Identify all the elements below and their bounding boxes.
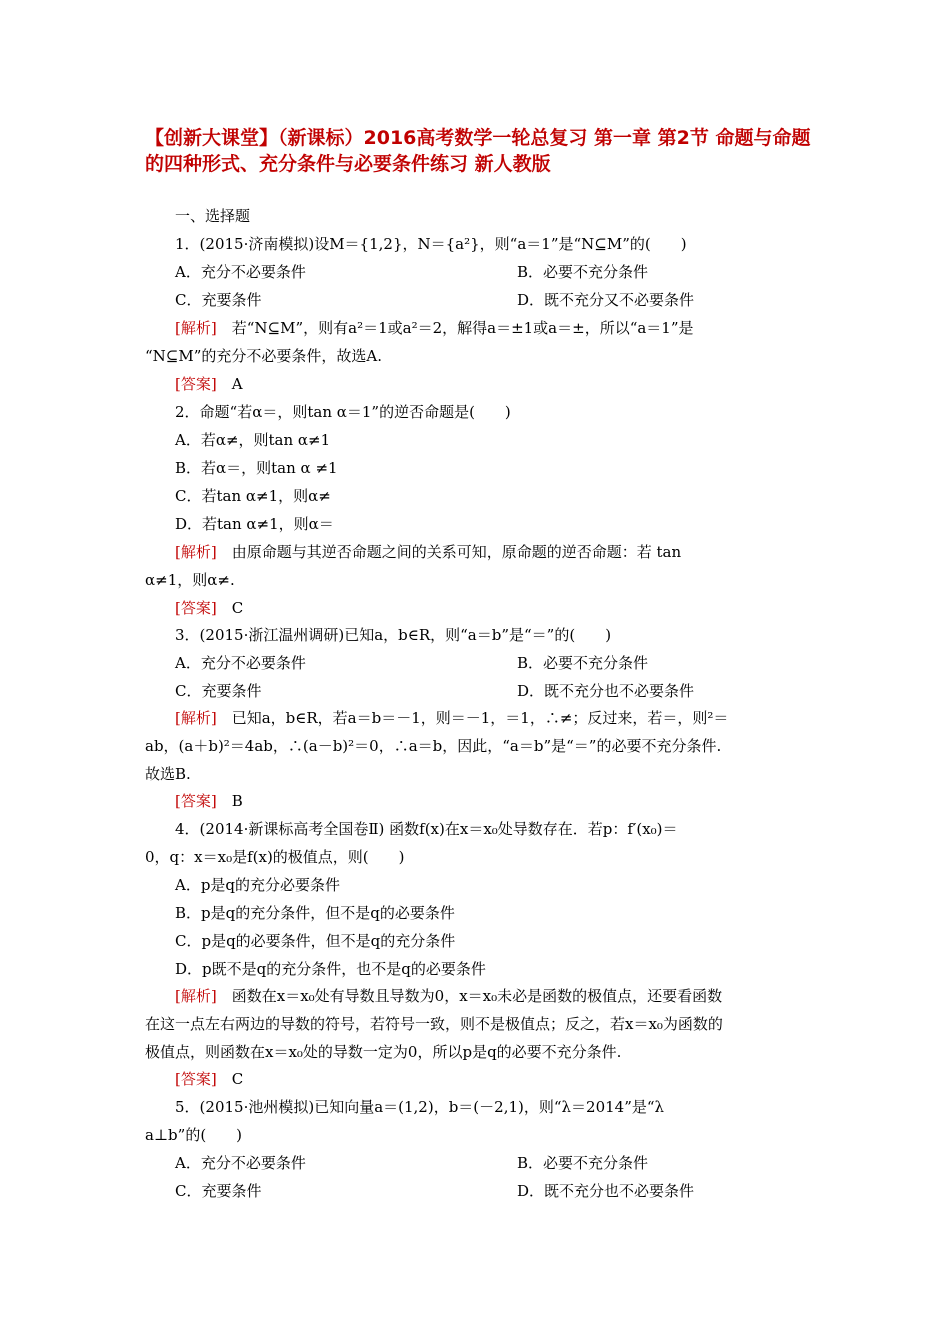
question-1-option-a: A．充分不必要条件: [175, 263, 306, 281]
question-2-answer: [175, 598, 845, 618]
question-5-option-b: B．必要不充分条件: [517, 1154, 649, 1172]
question-3-option-a: A．充分不必要条件: [175, 654, 306, 672]
answer-tag: [答案]: [175, 375, 217, 393]
question-4-option-c: C．p是q的必要条件，但不是q的充分条件: [175, 932, 456, 950]
analysis-text: 函数在x＝x₀处有导数且导数为0，x＝x₀未必是函数的极值点，还要看函数: [231, 987, 723, 1005]
question-3-analysis: [175, 708, 845, 728]
analysis-text: 若“N⊆M”，则有a²＝1或a²＝2，解得a＝±1或a＝±，所以“a＝1”是: [231, 319, 694, 337]
question-3-option-b: B．必要不充分条件: [517, 654, 649, 672]
document-title: 【创新大课堂】（新课标）2016高考数学一轮总复习 第一章 第2节 命题与命题的四种形式、充分条件与必要条件练习 新人教版: [145, 127, 811, 175]
question-5-stem: 5．(2015·池州模拟)已知向量a＝(1,2)，b＝(－2,1)，则“λ＝2014”是“λ: [175, 1098, 665, 1116]
question-1-stem: 1．(2015·济南模拟)设M＝{1,2}，N＝{a²}，则“a＝1”是“N⊆M”的( ): [175, 235, 687, 253]
question-3-analysis-cont-2: 故选B.: [145, 765, 191, 783]
question-5-option-a: A．充分不必要条件: [175, 1154, 306, 1172]
analysis-text: 由原命题与其逆否命题之间的关系可知，原命题的逆否命题：若 tan: [231, 543, 682, 561]
question-2-option-a: A．若α≠，则tan α≠1: [175, 431, 331, 449]
question-3-stem: 3．(2015·浙江温州调研)已知a，b∈R，则“a＝b”是“＝”的( ): [175, 626, 612, 644]
analysis-tag: [解析]: [175, 987, 217, 1005]
question-2-option-c: C．若tan α≠1，则α≠: [175, 487, 331, 505]
question-2-option-b: B．若α＝，则tan α ≠1: [175, 459, 338, 477]
question-4-option-b: B．p是q的充分条件，但不是q的必要条件: [175, 904, 455, 922]
answer-value: C: [231, 1070, 244, 1088]
question-4-option-a: A．p是q的充分必要条件: [175, 876, 341, 894]
question-4-stem-cont: 0，q：x＝x₀是f(x)的极值点，则( ): [145, 848, 405, 866]
question-2-analysis-cont: α≠1，则α≠.: [145, 571, 235, 589]
question-1-option-c: C．充要条件: [175, 291, 262, 309]
question-2-analysis: [175, 542, 845, 562]
question-2-stem: 2．命题“若α＝，则tan α＝1”的逆否命题是( ): [175, 403, 511, 421]
analysis-text: 已知a，b∈R，若a＝b＝－1，则＝－1，＝1，∴≠；反过来，若＝，则²＝: [231, 709, 729, 727]
question-1-option-d: D．既不充分又不必要条件: [517, 291, 695, 309]
question-4-analysis: [175, 986, 845, 1006]
question-1-analysis: [175, 318, 845, 338]
answer-value: C: [231, 599, 244, 617]
question-4-stem: 4．(2014·新课标高考全国卷Ⅱ) 函数f(x)在x＝x₀处导数存在．若p：f′(x₀)＝: [175, 820, 678, 838]
analysis-tag: [解析]: [175, 709, 217, 727]
question-4-analysis-cont: 在这一点左右两边的导数的符号，若符号一致，则不是极值点；反之，若x＝x₀为函数的: [145, 1015, 723, 1033]
analysis-tag: [解析]: [175, 543, 217, 561]
section-heading: 一、选择题: [175, 207, 251, 225]
question-3-analysis-cont: ab，(a＋b)²＝4ab，∴(a－b)²＝0，∴a＝b，因此，“a＝b”是“＝”的必要不充分条件.: [145, 737, 722, 755]
question-4-option-d: D．p既不是q的充分条件，也不是q的必要条件: [175, 960, 486, 978]
question-2-option-d: D．若tan α≠1，则α＝: [175, 515, 334, 533]
question-4-analysis-cont-2: 极值点，则函数在x＝x₀处的导数一定为0，所以p是q的必要不充分条件.: [145, 1043, 622, 1061]
question-1-option-b: B．必要不充分条件: [517, 263, 649, 281]
answer-tag: [答案]: [175, 792, 217, 810]
question-5-option-c: C．充要条件: [175, 1182, 262, 1200]
answer-tag: [答案]: [175, 599, 217, 617]
question-4-answer: [175, 1069, 845, 1089]
answer-value: A: [231, 375, 243, 393]
question-1-answer: [175, 374, 845, 394]
question-3-answer: [175, 791, 845, 811]
question-1-analysis-cont: “N⊆M”的充分不必要条件，故选A.: [145, 347, 382, 365]
question-3-option-c: C．充要条件: [175, 682, 262, 700]
answer-tag: [答案]: [175, 1070, 217, 1088]
question-5-stem-cont: a⊥b”的( ): [145, 1126, 243, 1144]
analysis-tag: [解析]: [175, 319, 217, 337]
question-5-option-d: D．既不充分也不必要条件: [517, 1182, 695, 1200]
answer-value: B: [231, 792, 243, 810]
question-3-option-d: D．既不充分也不必要条件: [517, 682, 695, 700]
